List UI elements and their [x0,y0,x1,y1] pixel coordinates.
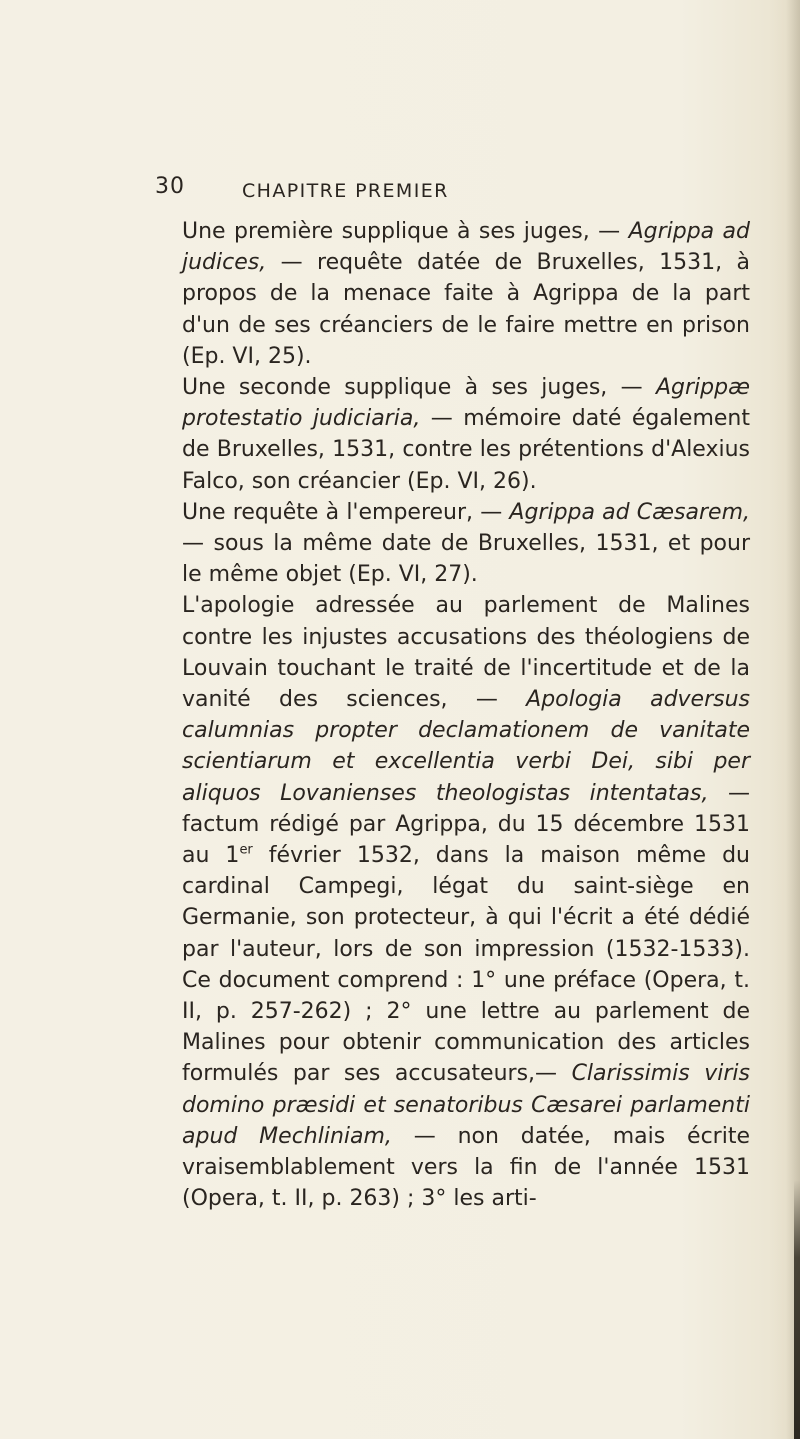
text-run: — requête datée de Bruxelles, 1531, à propos de la menace faite à Agrippa de la part d'un de ses créanciers de le faire mettre en prison (Ep. VI, 25). [182,250,750,369]
paragraph [182,372,750,497]
paragraph [182,497,750,591]
text-run: L'apologie adressée au parlement de Malines contre les injustes accusations des théologiens de Louvain touchant le traité de l'incertitude et de la vanité des sciences, — [182,593,750,713]
latin-title: Clarissimis viris domino præsidi et senatoribus Cæsarei parlamenti apud Mechliniam, [182,1061,750,1149]
latin-title: Apologia adversus calumnias propter declamationem de vanitate scientiarum et excellentia verbi Dei, sibi per aliquos Lovanienses theologistas intentatas, [182,687,751,806]
paragraph [182,590,750,1214]
superscript: er [239,842,253,858]
text-run: Une seconde supplique à ses juges, — [182,375,656,401]
latin-title: Agrippæ protestatio judiciaria, [182,375,750,432]
text-run: février 1532, dans la maison même du cardinal Campegi, légat du saint-siège en Germanie, son protecteur, à qui l'écrit a été dédié par l'auteur, lors de son impression (1532-1533). Ce document comprend : 1° une préface (Opera, t. II, p. 257-262) ; 2° une lettre au parlement de Malines pour obtenir communication des articles formulés par ses accusateurs,— [182,843,750,1087]
page-number: 30 [155,174,185,199]
latin-title: Agrippa ad judices, [182,219,750,276]
text-run: — mémoire daté également de Bruxelles, 1531, contre les prétentions d'Alexius Falco, son créancier (Ep. VI, 26). [182,406,750,494]
latin-title: Agrippa ad Cæsarem, [509,499,751,525]
body-text [182,216,750,1215]
text-run: Une première supplique à ses juges, — [182,219,629,244]
paragraph [182,216,750,372]
page-edge-binding [794,1180,800,1439]
text-run: Une requête à l'empereur, — [182,499,510,525]
text-run: — factum rédigé par Agrippa, du 15 décembre 1531 au 1 [182,780,750,869]
text-run: — sous la même date de Bruxelles, 1531, et pour le même objet (Ep. VI, 27). [182,531,750,588]
text-run: — non datée, mais écrite vraisemblablement vers la fin de l'année 1531 (Opera, t. II, p. 263) ; 3° les arti- [182,1123,751,1212]
running-head: CHAPITRE PREMIER [242,180,449,202]
